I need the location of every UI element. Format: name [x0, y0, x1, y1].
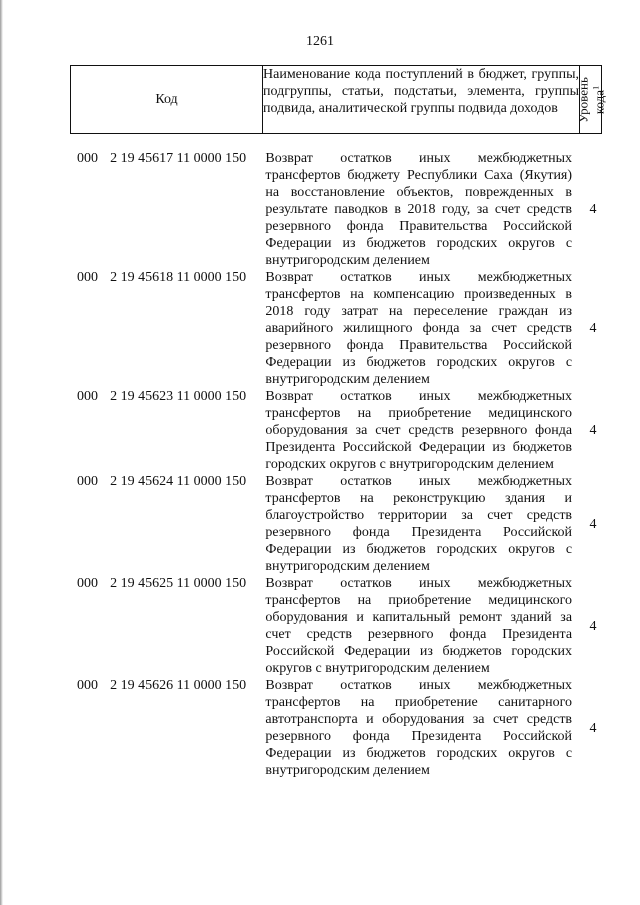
row-name: Возврат остатков иных межбюджетных трансфертов на приобретение медицинского оборудования и капитальный ремонт зданий за счет средств резервного фонда Президента Российской Федерации из бюджетов городских округов с внутригородским делением [265, 576, 573, 676]
row-income-code: 2 19 45623 11 0000 150 [110, 389, 247, 404]
table-row [70, 575, 610, 677]
row-name: Возврат остатков иных межбюджетных трансфертов на компенсацию произведенных в 2018 году затрат на переселение граждан из аварийного жилищного фонда за счет средств резервного фонда Правительства Российской Федерации из бюджетов городских округов с внутригородским делением [265, 270, 573, 387]
header-level-label [576, 77, 605, 123]
row-name: Возврат остатков иных межбюджетных трансфертов бюджету Республики Саха (Якутия) на восстановление объектов, поврежденных в результате паводков в 2018 году, за счет средств резервного фонда Правительства Российской Федерации из бюджетов городских округов с внутригородским делением [265, 151, 573, 268]
table-row [70, 473, 610, 575]
row-level: 4 [589, 321, 597, 336]
header-level-line1: Уровень [574, 76, 590, 123]
row-income-code: 2 19 45626 11 0000 150 [110, 678, 247, 693]
row-admin-code: 000 [77, 270, 98, 285]
row-name: Возврат остатков иных межбюджетных трансфертов на реконструкцию здания и благоустройство территории за счет средств резервного фонда Президента Российской Федерации из бюджетов городских округов с внутригородским делением [265, 474, 573, 574]
page-number: 1261 [306, 34, 334, 49]
header-code-cell: Код [71, 66, 263, 134]
row-admin-code: 000 [77, 151, 98, 166]
row-level: 4 [589, 618, 597, 634]
table-row [70, 150, 610, 269]
row-level: 4 [589, 202, 597, 217]
row-income-code: 2 19 45624 11 0000 150 [110, 474, 247, 489]
row-name: Возврат остатков иных межбюджетных трансфертов на приобретение медицинского оборудования за счет средств резервного фонда Президента Российской Федерации из бюджетов городских округов с внутригородским делением [265, 389, 573, 472]
table-row [70, 269, 610, 388]
row-admin-code: 000 [77, 576, 98, 591]
header-name-cell: Наименование кода поступлений в бюджет, группы, подгруппы, статьи, подстатьи, элемента, группы подвида, аналитической группы подвида доходов [263, 66, 580, 134]
row-level: 4 [589, 516, 597, 532]
row-level: 4 [589, 720, 597, 736]
row-income-code: 2 19 45625 11 0000 150 [110, 576, 247, 591]
row-name: Возврат остатков иных межбюджетных трансфертов на приобретение санитарного автотранспорта и оборудования за счет средств резервного фонда Президента Российской Федерации из бюджетов городских округов с внутригородским делением [265, 678, 573, 778]
table-row [70, 677, 610, 779]
header-level-cell [574, 66, 607, 134]
table-row [70, 388, 610, 473]
header-level-line2: кода [591, 89, 607, 114]
row-admin-code: 000 [77, 474, 98, 489]
row-admin-code: 000 [77, 678, 98, 693]
table-header [70, 65, 607, 134]
row-income-code: 2 19 45618 11 0000 150 [110, 270, 247, 285]
row-level: 4 [589, 423, 597, 438]
header-level-footnote: 1 [590, 85, 600, 90]
row-income-code: 2 19 45617 11 0000 150 [110, 151, 247, 166]
scan-edge-shadow [0, 0, 3, 905]
table-body [70, 150, 610, 779]
row-admin-code: 000 [77, 389, 98, 404]
